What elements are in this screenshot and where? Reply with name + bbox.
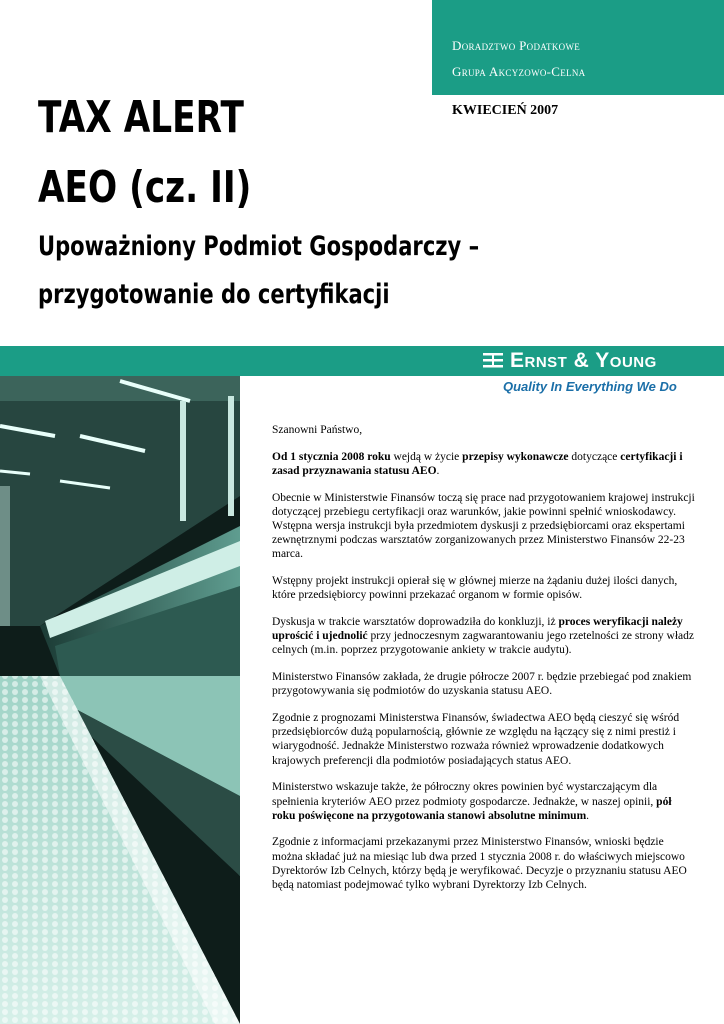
paragraph-6: Zgodnie z prognozami Ministerstwa Finansów, świadectwa AEO będą cieszyć się wśród przedsiębiorców dużą popularnością, głównie ze względu na łączący się z nimi prestiż i wiarygodność. Jednakże Ministerstwo rozważa również wprowadzenie dodatkowych krajowych preferencji dla podmiotów posiadających status AEO. — [272, 712, 680, 767]
text-bold: Od 1 stycznia 2008 roku — [272, 450, 391, 463]
paragraph-3: Wstępny projekt instrukcji opierał się w głównej mierze na żądaniu dużej ilości danych, które przedsiębiorcy powinni przekazać organom w formie opisów. — [272, 575, 678, 602]
document-subtitle-line-1: Upoważniony Podmiot Gospodarczy – — [38, 231, 480, 262]
text: przy jednoczesnym zagwarantowaniu jego rzetelności ze strony władz celnych (m.in. poprzez przygotowanie ankiety w trakcie audytu). — [272, 630, 694, 657]
department-header-box — [432, 0, 724, 95]
text: Ministerstwo wskazuje także, że półroczny okres powinien być wystarczającym dla spełnienia kryteriów AEO przez podmioty gospodarcze. Jednakże, w naszej opinii, — [272, 781, 658, 808]
text: dotyczące — [568, 450, 621, 463]
document-title: TAX ALERT — [38, 92, 244, 143]
text: . — [586, 809, 590, 822]
text: wejdą w życie — [390, 450, 463, 463]
text: . — [436, 464, 440, 477]
greeting: Szanowni Państwo, — [272, 424, 363, 436]
paragraph-2: Obecnie w Ministerstwie Finansów toczą się prace nad przygotowaniem krajowej instrukcji dotyczącej przebiegu certyfikacji oraz warunków, jakie powinni spełnić wnioskodawcy. Wstępna wersja instrukcji była przedmiotem dyskusji z przedsiębiorcami oraz ekspertami zewnętrznymi podczas warsztatów zorganizowanych przez Ministerstwo Finansów 22-23 marca. — [272, 491, 695, 561]
text-bold: przepisy wykonawcze — [462, 450, 569, 463]
document-subtitle-line-2: przygotowanie do certyfikacji — [38, 279, 390, 310]
text-bold: pół roku poświęcone na przygotowania stanowi absolutne minimum — [272, 795, 672, 822]
issue-date: KWIECIEŃ 2007 — [452, 103, 559, 118]
paragraph-7 — [272, 780, 696, 823]
department-line-1: Doradztwo Podatkowe — [452, 38, 581, 53]
brand-name: Ernst & Young — [510, 349, 657, 372]
paragraph-8: Zgodnie z informacjami przekazanymi przez Ministerstwo Finansów, wnioski będzie można składać już na miesiąc lub dwa przed 1 stycznia 2008 r. do właściwych miejscowo Dyrektorów Izb Celnych, którzy będą je weryfikować. Decyzje o przyznaniu statusu AEO będą natomiast podejmować tylko wybrani Dyrektorzy Izb Celnych. — [272, 836, 687, 892]
paragraph-5: Ministerstwo Finansów zakłada, że drugie półrocze 2007 r. będzie przebiegać pod znakiem przygotowywania się podmiotów do uzyskania statusu AEO. — [272, 671, 692, 698]
letter-body — [272, 423, 696, 905]
document-title-part: AEO (cz. II) — [38, 162, 252, 213]
text-bold: certyfikacji i zasad przyznawania statusu AEO — [272, 450, 683, 477]
paragraph-4 — [272, 615, 696, 658]
text-bold: proces weryfikacji należy uprościć i ujednolić — [272, 616, 683, 643]
paragraph-1 — [272, 450, 696, 478]
department-line-2: Grupa Akcyzowo-Celna — [452, 64, 586, 79]
ernst-young-logo — [482, 349, 657, 373]
ey-logo-mark-icon — [482, 350, 504, 372]
train-station-photo — [0, 376, 240, 1024]
text: Dyskusja w trakcie warsztatów doprowadziła do konkluzji, iż — [272, 616, 559, 629]
brand-tagline: Quality In Everything We Do — [503, 379, 677, 394]
